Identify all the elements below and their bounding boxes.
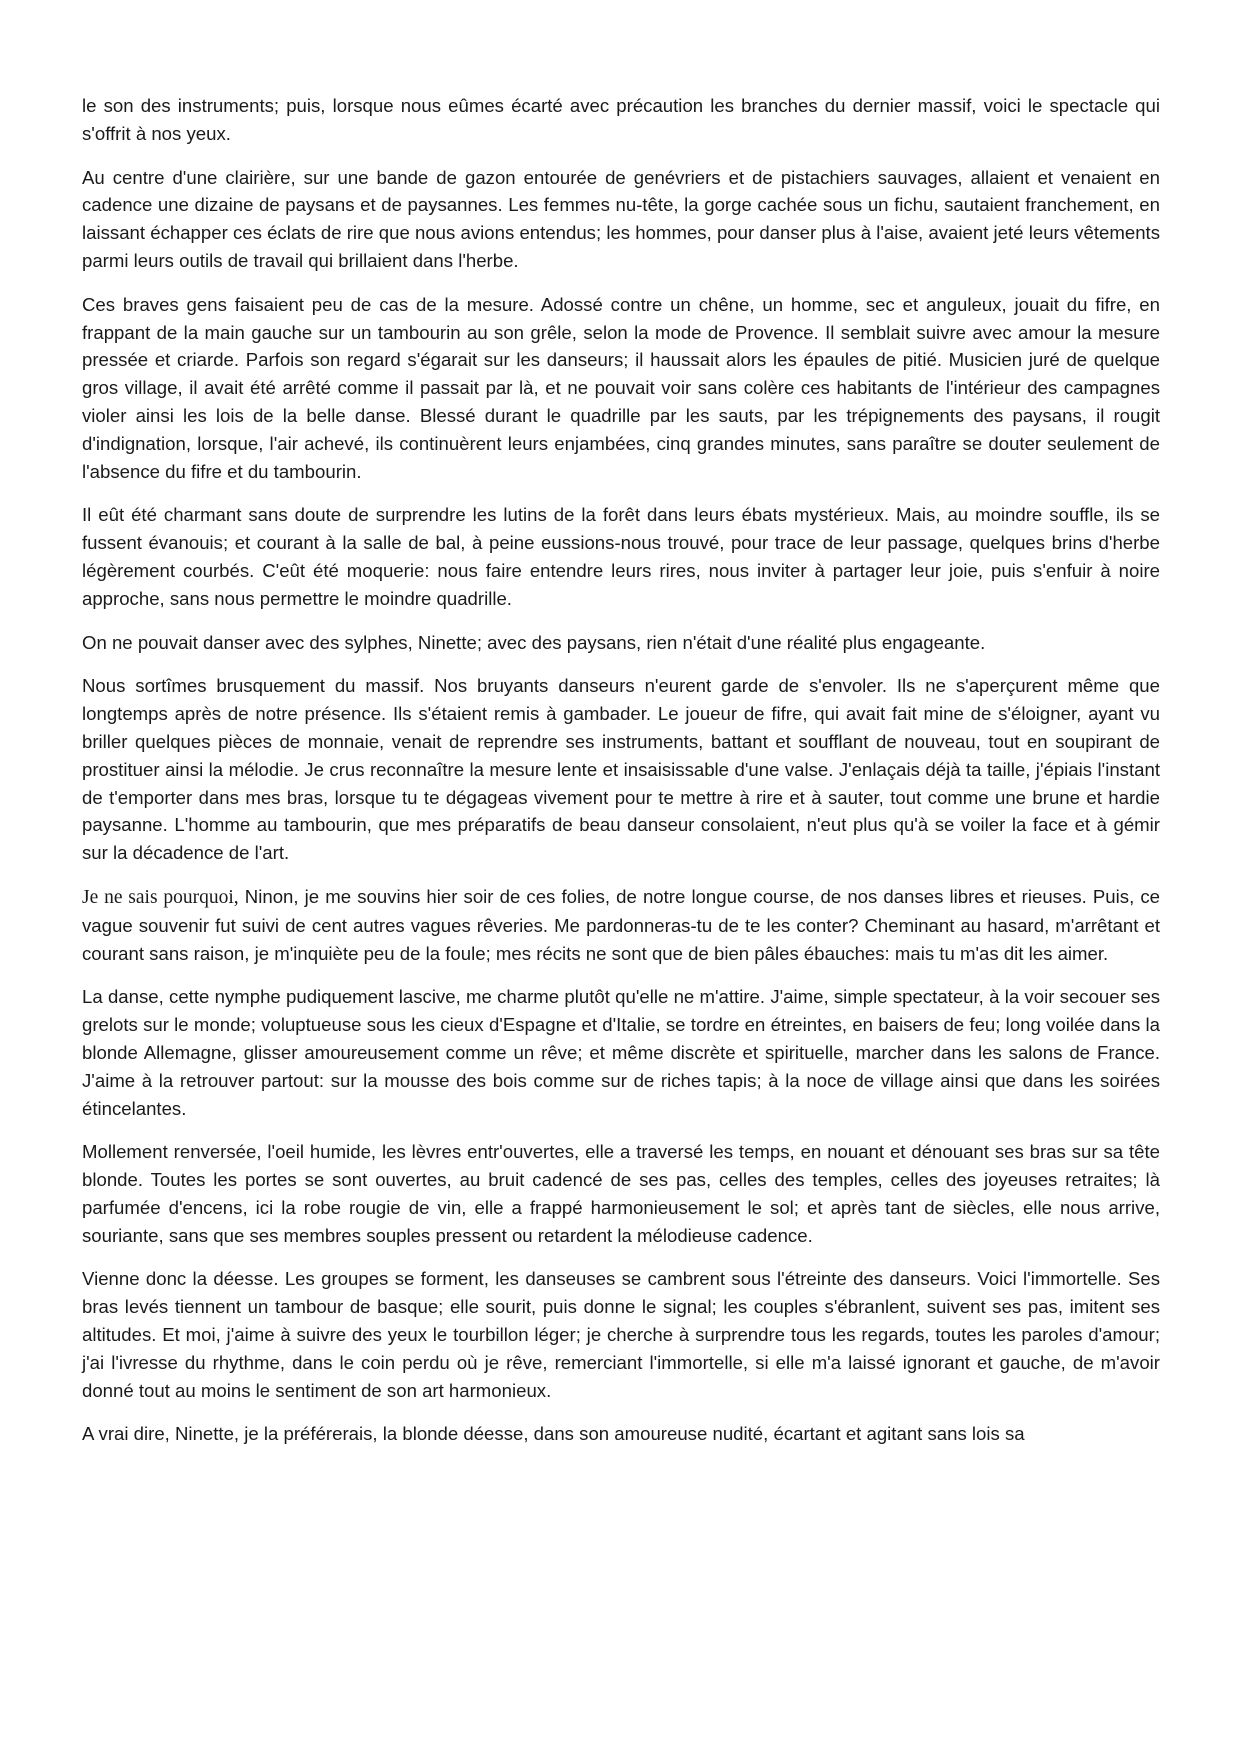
document-page: [82, 92, 1160, 1464]
paragraph-2: Au centre d'une clairière, sur une bande de gazon entourée de genévriers et de pistachiers sauvages, allaient et venaient en cadence une dizaine de paysans et de paysannes. Les femmes nu-tête, la gorge cachée sous un fichu, sautaient franchement, en laissant échapper ces éclats de rire que nous avions entendus; les hommes, pour danser plus à l'aise, avaient jeté leurs vêtements parmi leurs outils de travail qui brillaient dans l'herbe.: [82, 166, 1160, 271]
paragraph-5: On ne pouvait danser avec des sylphes, Ninette; avec des paysans, rien n'était d'une réalité plus engageante.: [82, 631, 986, 653]
paragraph-3: Ces braves gens faisaient peu de cas de la mesure. Adossé contre un chêne, un homme, sec et anguleux, jouait du fifre, en frappant de la main gauche sur un tambourin au son grêle, selon la mode de Provence. Il semblait suivre avec amour la mesure pressée et criarde. Parfois son regard s'égarait sur les danseurs; il haussait alors les épaules de pitié. Musicien juré de quelque gros village, il avait été arrêté comme il passait par là, et ne pouvait voir sans colère ces habitants de l'intérieur des campagnes violer ainsi les lois de la belle danse. Blessé durant le quadrille par les sauts, par les trépignements des paysans, il rougit d'indignation, lorsque, l'air achevé, ils continuèrent leurs enjambées, cinq grandes minutes, sans paraître se douter seulement de l'absence du fifre et du tambourin.: [82, 293, 1160, 482]
paragraph-7-body: Ninon, je me souvins hier soir de ces folies, de notre longue course, de nos danses libres et rieuses. Puis, ce vague souvenir fut suivi de cent autres vagues rêveries. Me pardonneras-tu de te les conter? Cheminant au hasard, m'arrêtant et courant sans raison, je m'inquiète peu de la foule; mes récits ne sont que de bien pâles ébauches: mais tu m'as dit les aimer.: [82, 885, 1161, 964]
paragraph-10: Vienne donc la déesse. Les groupes se forment, les danseuses se cambrent sous l'étreinte des danseurs. Voici l'immortelle. Ses bras levés tiennent un tambour de basque; elle sourit, puis donne le signal; les couples s'ébranlent, suivent ses pas, imitent ses altitudes. Et moi, j'aime à suivre des yeux le tourbillon léger; je cherche à surprendre tous les regards, toutes les paroles d'amour; j'ai l'ivresse du rhythme, dans le coin perdu où je rêve, remerciant l'immortelle, si elle m'a laissé ignorant et gauche, de m'avoir donné tout au moins le sentiment de son art harmonieux.: [82, 1268, 1160, 1401]
paragraph-1: le son des instruments; puis, lorsque nous eûmes écarté avec précaution les branches du dernier massif, voici le spectacle qui s'offrit à nos yeux.: [82, 95, 1160, 144]
paragraph-8: La danse, cette nymphe pudiquement lascive, me charme plutôt qu'elle ne m'attire. J'aime, simple spectateur, à la voir secouer ses grelots sur le monde; voluptueuse sous les cieux d'Espagne et d'Italie, se tordre en étreintes, en baisers de feu; long voilée dans la blonde Allemagne, glisser amoureusement comme un rêve; et même discrète et spirituelle, marcher dans les salons de France. J'aime à la retrouver partout: sur la mousse des bois comme sur de riches tapis; à la noce de village ainsi que dans les soirées étincelantes.: [82, 986, 1160, 1119]
paragraph-9: Mollement renversée, l'oeil humide, les lèvres entr'ouvertes, elle a traversé les temps, en nouant et dénouant ses bras sur sa tête blonde. Toutes les portes se sont ouvertes, au bruit cadencé de ses pas, celles des temples, celles des joyeuses retraites; là parfumée d'encens, ici la robe rougie de vin, elle a frappé harmonieusement le sol; et après tant de siècles, elle nous arrive, souriante, sans que ses membres souples pressent ou retardent la mélodieuse cadence.: [82, 1141, 1160, 1246]
paragraph-7: [82, 883, 1160, 967]
paragraph-4: Il eût été charmant sans doute de surprendre les lutins de la forêt dans leurs ébats mystérieux. Mais, au moindre souffle, ils se fussent évanouis; et courant à la salle de bal, à peine eussions-nous trouvé, pour trace de leur passage, quelques brins d'herbe légèrement courbés. C'eût été moquerie: nous faire entendre leurs rires, nous inviter à partager leur joie, puis s'enfuir à noire approche, sans nous permettre le moindre quadrille.: [82, 504, 1160, 609]
paragraph-6: Nous sortîmes brusquement du massif. Nos bruyants danseurs n'eurent garde de s'envoler. Ils ne s'aperçurent même que longtemps après de notre présence. Ils s'étaient remis à gambader. Le joueur de fifre, qui avait fait mine de s'éloigner, ayant vu briller quelques pièces de monnaie, venait de reprendre ses instruments, battant et soufflant de nouveau, tout en soupirant de prostituer ainsi la mélodie. Je crus reconnaître la mesure lente et insaisissable d'une valse. J'enlaçais déjà ta taille, j'épiais l'instant de t'emporter dans mes bras, lorsque tu te dégageas vivement pour te mettre à rire et à sauter, tout comme une brune et hardie paysanne. L'homme au tambourin, que mes préparatifs de beau danseur consolaient, n'eut plus qu'à se voiler la face et à gémir sur la décadence de l'art.: [82, 675, 1160, 864]
paragraph-7-lead: Je ne sais pourquoi,: [82, 886, 239, 908]
paragraph-11: A vrai dire, Ninette, je la préférerais, la blonde déesse, dans son amoureuse nudité, écartant et agitant sans lois sa: [82, 1423, 1025, 1445]
